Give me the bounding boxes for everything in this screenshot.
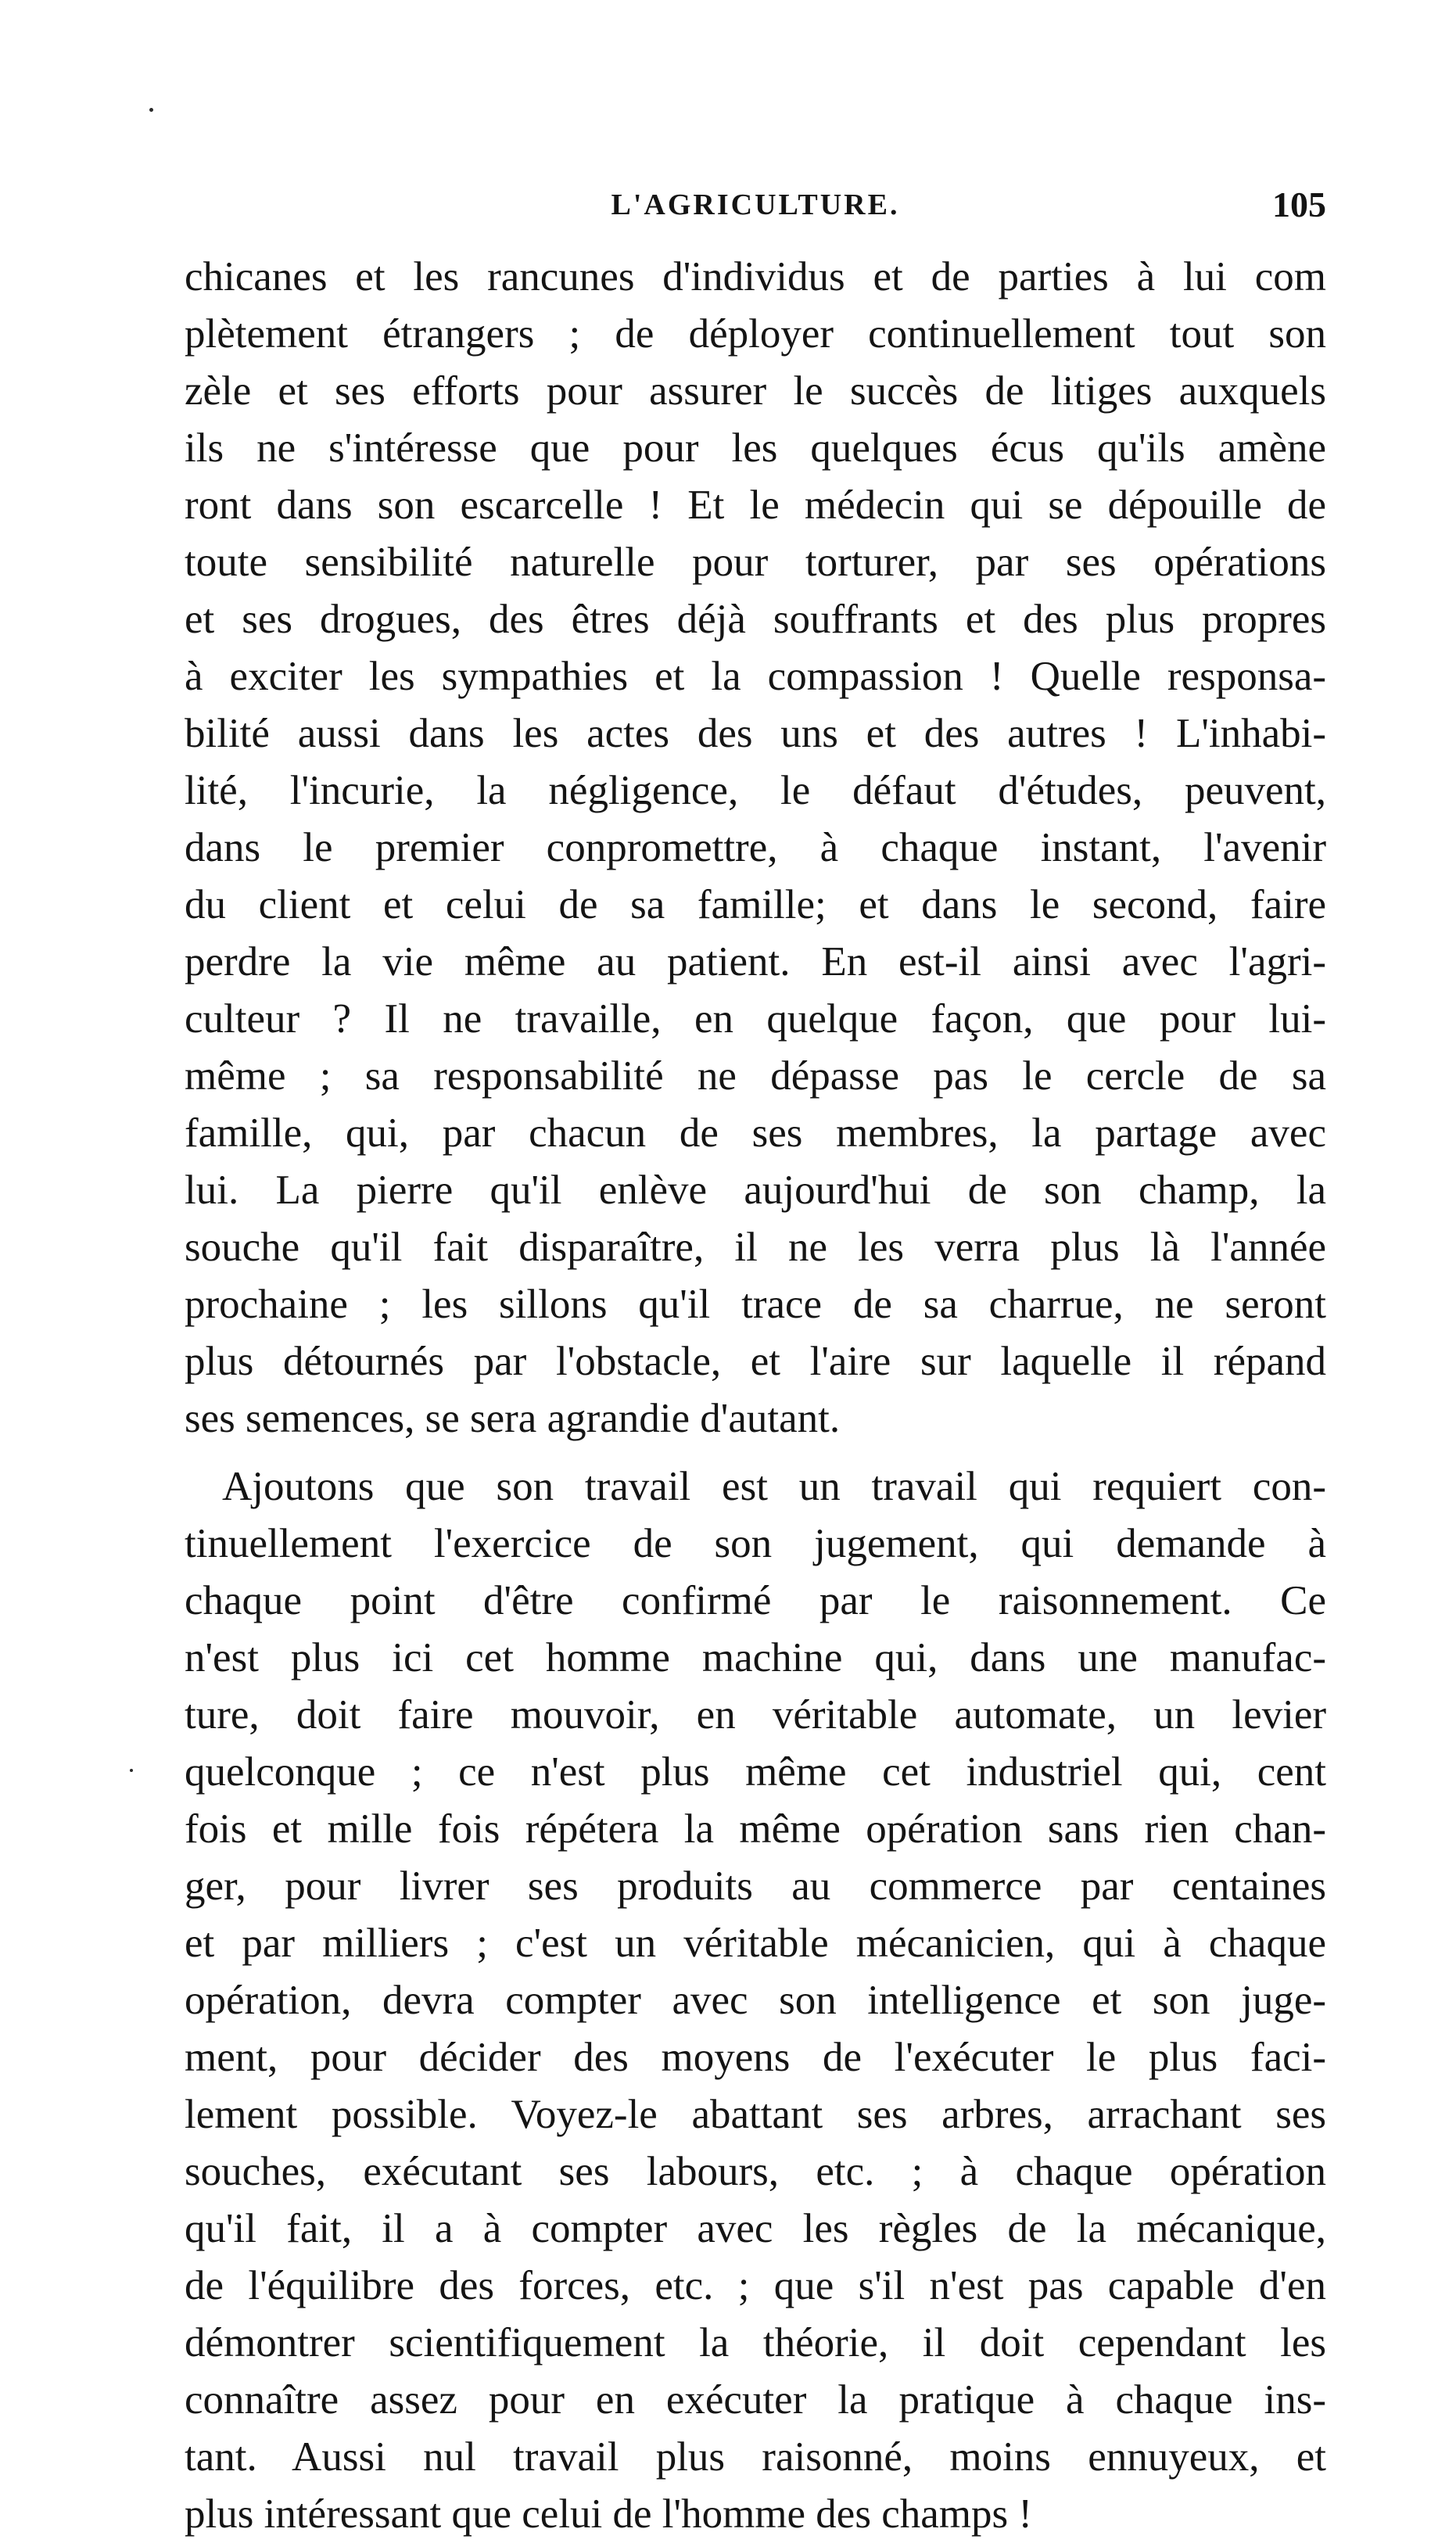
text-line: bilité aussi dans les actes des uns et des autres ! L'inhabi- [185,711,1326,756]
text-line: zèle et ses efforts pour assurer le succès de litiges auxquels [185,368,1326,414]
text-line: lement possible. Voyez-le abattant ses arbres, arrachant ses [185,2092,1326,2137]
text-line: souche qu'il fait disparaître, il ne les verra plus là l'année [185,1225,1326,1270]
text-line: connaître assez pour en exécuter la pratique à chaque ins- [185,2377,1326,2423]
text-line: quelconque ; ce n'est plus même cet industriel qui, cent [185,1749,1326,1795]
paragraph [185,249,1326,1447]
text-line: qu'il fait, il a à compter avec les règles de la mécanique, [185,2206,1326,2251]
text-line: démontrer scientifiquement la théorie, il doit cependant les [185,2320,1326,2365]
text-line: ment, pour décider des moyens de l'exécuter le plus faci- [185,2035,1326,2080]
text-line: chicanes et les rancunes d'individus et de parties à lui com [185,254,1326,299]
running-head: L'AGRICULTURE. [611,188,900,221]
text-line: ront dans son escarcelle ! Et le médecin qui se dépouille de [185,482,1326,528]
text-line: Ajoutons que son travail est un travail qui requiert con- [222,1464,1326,1509]
ink-speck [130,1769,133,1772]
text-line: prochaine ; les sillons qu'il trace de sa charrue, ne seront [185,1282,1326,1327]
page-number: 105 [1272,185,1326,224]
text-line: n'est plus ici cet homme machine qui, dans une manufac- [185,1635,1326,1680]
text-line: plus intéressant que celui de l'homme des champs ! [185,2491,1032,2537]
text-line: même ; sa responsabilité ne dépasse pas le cercle de sa [185,1053,1326,1099]
text-line: opération, devra compter avec son intelligence et son juge- [185,1978,1326,2023]
paragraph [185,1458,1326,2543]
text-line: perdre la vie même au patient. En est-il ainsi avec l'agri- [185,939,1326,985]
text-line: tant. Aussi nul travail plus raisonné, moins ennuyeux, et [185,2434,1326,2480]
body-text [185,249,1326,2543]
text-line: famille, qui, par chacun de ses membres, la partage avec [185,1110,1326,1156]
text-line: chaque point d'être confirmé par le raisonnement. Ce [185,1578,1326,1623]
text-line: plus détournés par l'obstacle, et l'aire sur laquelle il répand [185,1339,1326,1384]
text-line: toute sensibilité naturelle pour torturer, par ses opérations [185,540,1326,585]
text-line: ture, doit faire mouvoir, en véritable automate, un levier [185,1692,1326,1738]
ink-speck [149,108,153,112]
text-line: et par milliers ; c'est un véritable mécanicien, qui à chaque [185,1921,1326,1966]
text-line: ils ne s'intéresse que pour les quelques écus qu'ils amène [185,425,1326,471]
text-line: et ses drogues, des êtres déjà souffrants et des plus propres [185,597,1326,642]
text-line: lité, l'incurie, la négligence, le défaut d'études, peuvent, [185,768,1326,813]
text-line: de l'équilibre des forces, etc. ; que s'il n'est pas capable d'en [185,2263,1326,2308]
text-line: ger, pour livrer ses produits au commerce par centaines [185,1863,1326,1909]
text-line: lui. La pierre qu'il enlève aujourd'hui de son champ, la [185,1167,1326,1213]
text-line: ses semences, se sera agrandie d'autant. [185,1396,841,1441]
page-header [185,181,1326,228]
text-line: à exciter les sympathies et la compassion ! Quelle responsa- [185,654,1326,699]
text-line: du client et celui de sa famille; et dans le second, faire [185,882,1326,927]
text-line: fois et mille fois répétera la même opération sans rien chan- [185,1806,1326,1852]
paragraph-gap [185,1447,1326,1458]
text-line: souches, exécutant ses labours, etc. ; à chaque opération [185,2149,1326,2194]
text-line: tinuellement l'exercice de son jugement, qui demande à [185,1521,1326,1566]
text-line: culteur ? Il ne travaille, en quelque façon, que pour lui- [185,996,1326,1042]
text-line: dans le premier conpromettre, à chaque instant, l'avenir [185,825,1326,870]
text-line: plètement étrangers ; de déployer continuellement tout son [185,311,1326,357]
